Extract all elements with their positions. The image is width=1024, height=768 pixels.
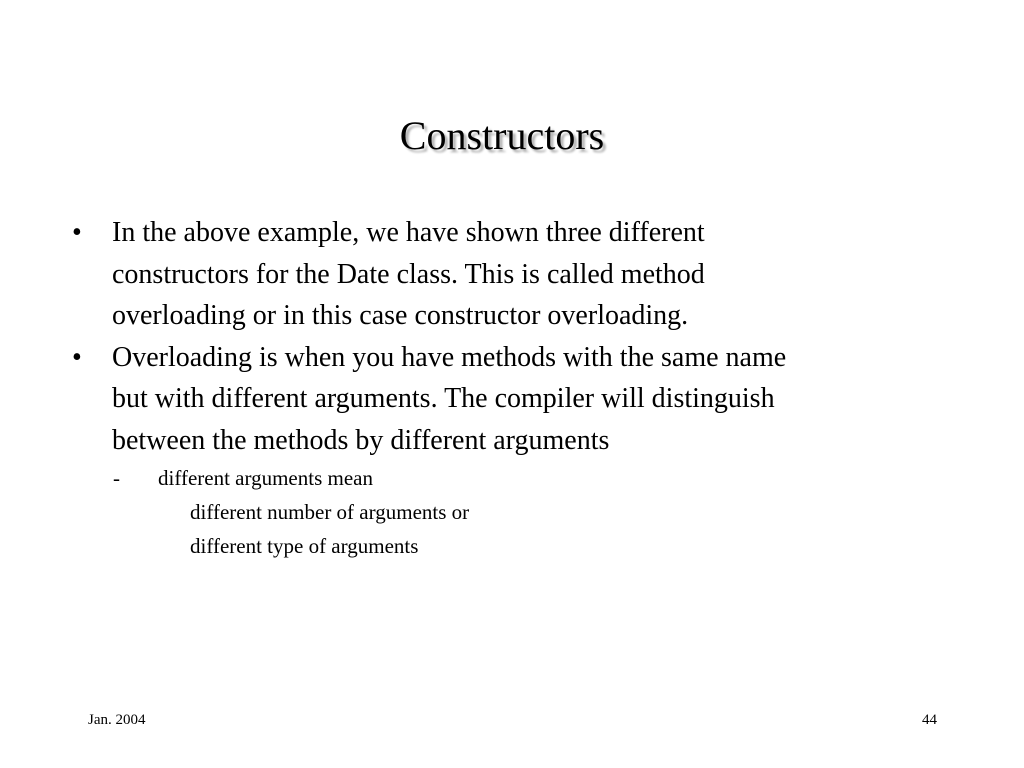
sub-bullet-marker: - [113,466,120,490]
footer-date: Jan. 2004 [88,712,146,728]
bullet-line: overloading or in this case constructor overloading. [112,300,689,331]
slide-body [72,212,972,563]
bullet-item [72,337,972,462]
sub-bullet-text: different arguments mean [158,466,373,490]
slide-title: Constructors [399,113,605,158]
bullet-line: In the above example, we have shown three different [112,217,705,248]
bullet-line: between the methods by different arguments [112,424,610,456]
bullet-item [72,212,972,337]
sub-sub-item: different number of arguments or [190,500,470,524]
sub-sub-item: different type of arguments [190,534,419,558]
footer-page-number: 44 [922,712,937,728]
bullet-marker: • [72,217,82,248]
bullet-marker: • [72,341,82,373]
sub-bullet-item [72,461,972,495]
bullet-line: constructors for the Date class. This is called method [112,258,705,290]
bullet-line: but with different arguments. The compiler will distinguish [112,383,775,414]
bullet-line: Overloading is when you have methods with the same name [112,341,787,373]
